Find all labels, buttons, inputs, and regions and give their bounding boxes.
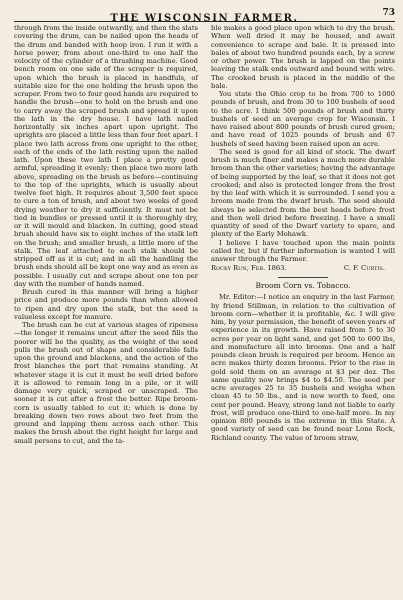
section-divider bbox=[278, 277, 328, 278]
signature-line bbox=[211, 264, 395, 273]
article-paragraph: I believe I have touched upon the main points called for, but if further information is wanted I will answer through the Farmer. bbox=[211, 238, 395, 263]
page-header bbox=[14, 6, 395, 24]
page-number: 73 bbox=[382, 8, 395, 18]
article-paragraph: You state the Ohio crop to be from 700 to 1000 pounds of brush, and from 30 to 100 bushels of seed to the acre. I think 500 pounds of brush and thirty bushels of seed an average crop for Wisconsin. I have raised about 800 pounds of brush cured green; and have read of 1025 pounds of brush and 67 bushels of seed having been raised upon an acre. bbox=[211, 90, 395, 148]
article-paragraph: Brush cured in this manner will bring a higher price and produce more pounds than when allowed to ripen and dry upon the stalk, but the seed is valueless except for manure. bbox=[14, 288, 198, 321]
text-columns bbox=[14, 24, 395, 445]
article-paragraph: Mr. Editor:—I notice an enquiry in the last Farmer, by friend Stillman, in relation to the cultivation of broom corn—whether it is profitable, &c. I will give him, by your permission, the benefit of seven years of experience in its growth. Have raised from 5 to 30 acres per year on light sand, and get 500 to 600 lbs, and manufacture all into brooms. One and a half pounds clean brush is required per broom. Hence an acre makes thirty dozen brooms. Prior to the rise in gold sold them on an average at $3 per doz. The same quality now brings $4 to $4.50. The seed per acre averages 25 to 35 bushels and weighs when clean 45 to 50 lbs., and is now worth to feed, one cent per pound. Heavy, strong land not liable to early frost, will produce one-third to one-half more. In my opinion 800 pounds is the extreme in this State. A good variety of seed can be found near Lone Rock, Richland county. The value of broom straw, bbox=[211, 293, 395, 442]
article-paragraph: The brush can be cut at various stages of ripeness—the longer it remains uncut after the seed fills the poorer will be the quality, as the weight of the seed pulls the brush out of shape and considerable falls upon the ground and blackens, and the action of the frost blanches the part that remains standing. At whatever stage it is cut it must be well dried before it is allowed to remain long in a pile, or it will damage very quick, scraped or unscraped. The sooner it is cut after a frost the better. Ripe broom-corn is usually tabled to cut it; which is done by breaking down two rows about two feet from the ground and lapping them across each other. This makes the brush about the right height for large and small persons to cut, and the ta- bbox=[14, 321, 198, 445]
article-paragraph: through from the inside outwardly, and then the slats covering the drum, can be nailed upon the heads of the drum and banded with hoop iron. I run it with a horse power, from about one-third to one half the velocity of the cylinder of a thrashing machine. Good bench room on one side of the scraper is required, upon which the brush is placed in handfuls, of suitable size for the one holding the brush upon the scraper. From two to four good hands are required to handle the brush—one to hold on the brush and one to carry away the scraped brush and spread it upon the lath in the dry house. I have lath nailed horizontally six inches apart upon upright. The uprights are placed a little less than four feet apart. I place two lath across from one upright to the other, each of the ends of the lath resting upon the nailed lath. Upon these two lath I place a pretty good armful, spreading it evenly; then place two more lath above, spreading on the brush as before—continuing to the top of the uprights, which is usually about twelve feet high. It requires about 3,500 feet space to cure a ton of brush, and about two weeks of good drying weather to dry it sufficiently. It must not be tied in bundles or pressed until it is thoroughly dry, or it will mould and blacken. In cutting, good stead brush should have six to eight inches of the stalk left on the brush; and smaller brush, a little more of the stalk. The leaf attached to each stalk should be stripped off as it is cut; and in all the handling the brush ends should all be kept one way and as even as possible. I usually cut and scrape about one ton per day with the number of hands named. bbox=[14, 24, 198, 288]
article-paragraph: ble makes a good place upon which to dry the brush. When well dried it may be housed, and await convenience to scrape and bale. It is pressed into bales of about two hundred pounds each, by a screw or other power. The brush is lapped on the points leaving the stalk ends outward and bound with wire. The crooked brush is placed in the middle of the bale. bbox=[211, 24, 395, 90]
article-paragraph: The seed is good for all kind of stock. The dwarf brush is much finer and makes a much more durable broom than the other varieties; having the advantage of being supported by the leaf, so that it does not get crooked; and also is protected longer from the frost by the leaf with which it is surrounded. I send you a broom made from the dwarf brush. The seed should always be selected from the best heads before frost and then well dried before freezing. I have a small quantity of seed of the Dwarf variety to spare, and plenty of the Early Mohawk. bbox=[211, 147, 395, 239]
left-column bbox=[14, 24, 198, 445]
article-headline: Broom Corn vs. Tobacco. bbox=[255, 281, 351, 291]
signature-place-date: Rocky Run, Feb. 1863. bbox=[211, 264, 287, 273]
masthead-title: THE WISCONSIN FARMER. bbox=[110, 13, 299, 24]
signature-name: C. F. Curtis. bbox=[343, 264, 385, 273]
right-column bbox=[211, 24, 395, 445]
